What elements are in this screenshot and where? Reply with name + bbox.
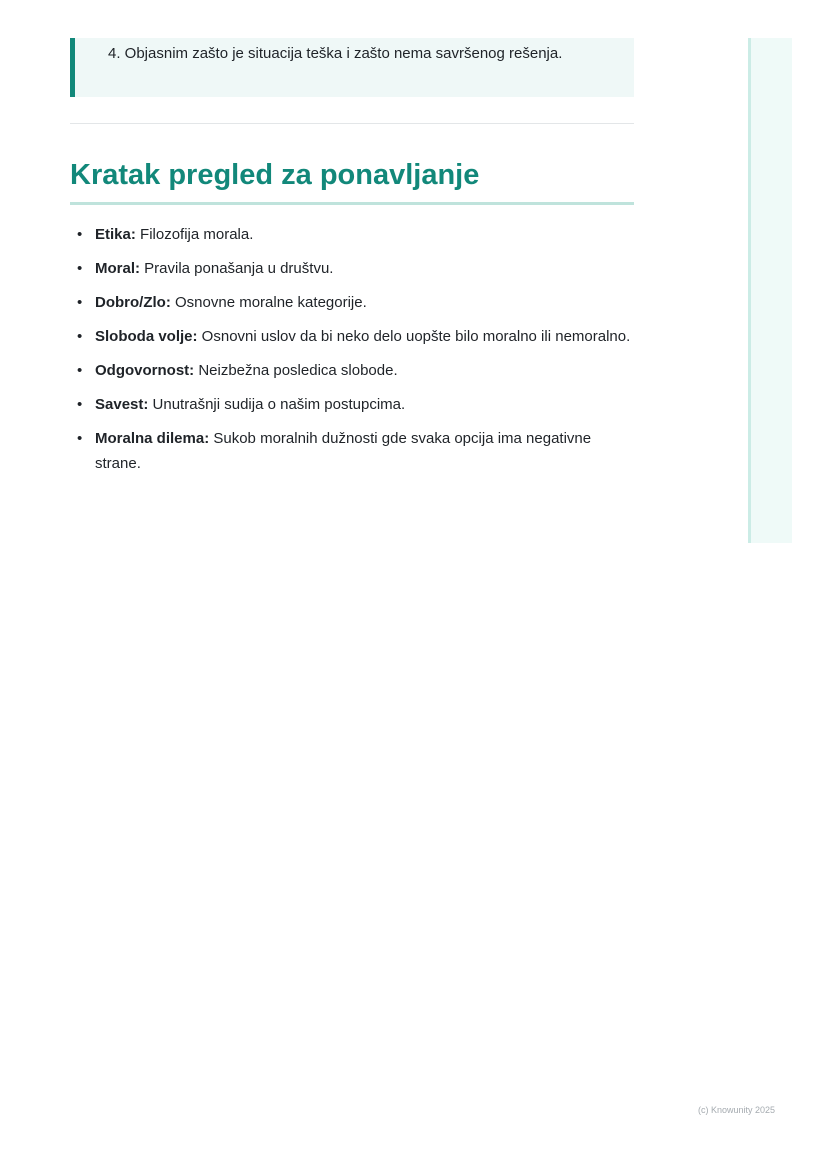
term-label: Etika: bbox=[95, 226, 136, 243]
list-item bbox=[70, 426, 634, 476]
list-item bbox=[70, 324, 634, 349]
term-definition: Osnovne moralne kategorije. bbox=[170, 294, 367, 311]
bullet-icon: • bbox=[77, 260, 83, 277]
term-definition: Pravila ponašanja u društvu. bbox=[140, 260, 334, 277]
term-label: Savest: bbox=[95, 396, 149, 413]
term-definition: Neizbežna posledica slobode. bbox=[194, 362, 398, 379]
term-definition: Sukob moralnih dužnosti gde svaka opcija ima negativne strane. bbox=[95, 430, 592, 472]
bullet-icon: • bbox=[77, 396, 83, 413]
term-label: Dobro/Zlo: bbox=[95, 294, 171, 311]
title-underline bbox=[70, 202, 634, 205]
term-label: Moral: bbox=[95, 260, 140, 277]
side-decorative-band bbox=[748, 38, 792, 543]
callout-block bbox=[70, 38, 634, 97]
section-title: Kratak pregled za ponavljanje bbox=[70, 159, 480, 191]
term-definition: Filozofija morala. bbox=[135, 226, 254, 243]
term-definition: Unutrašnji sudija o našim postupcima. bbox=[148, 396, 406, 413]
bullet-icon: • bbox=[77, 328, 83, 345]
section-divider bbox=[70, 123, 634, 124]
summary-list bbox=[70, 222, 634, 485]
bullet-icon: • bbox=[77, 362, 83, 379]
list-item bbox=[70, 290, 634, 315]
bullet-icon: • bbox=[77, 226, 83, 243]
term-label: Odgovornost: bbox=[95, 362, 195, 379]
copyright-footer: (c) Knowunity 2025 bbox=[697, 1105, 775, 1115]
bullet-icon: • bbox=[77, 430, 83, 447]
term-label: Moralna dilema: bbox=[95, 430, 210, 447]
callout-list-item: 4. Objasnim zašto je situacija teška i zašto nema savršenog rešenja. bbox=[108, 45, 563, 62]
list-item bbox=[70, 358, 634, 383]
list-item bbox=[70, 256, 634, 281]
list-item bbox=[70, 392, 634, 417]
list-item bbox=[70, 222, 634, 247]
bullet-icon: • bbox=[77, 294, 83, 311]
term-definition: Osnovni uslov da bi neko delo uopšte bilo moralno ili nemoralno. bbox=[197, 328, 631, 345]
term-label: Sloboda volje: bbox=[95, 328, 198, 345]
